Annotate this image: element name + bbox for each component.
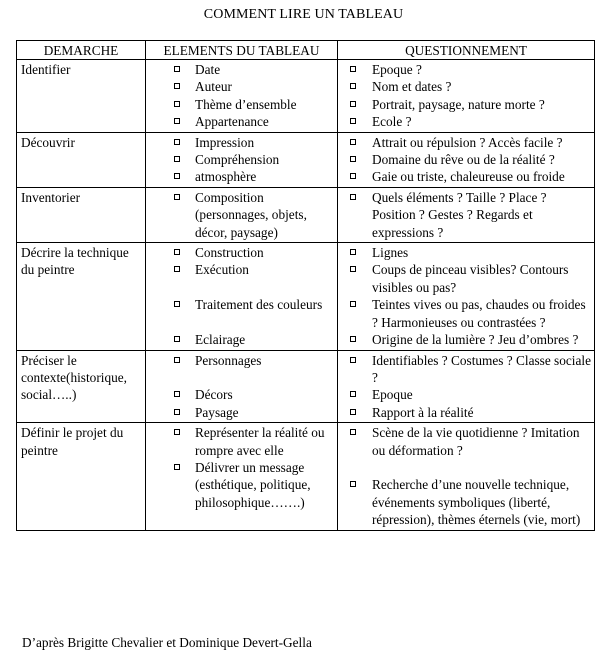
questions-cell: [338, 60, 595, 133]
checkbox-bullet-icon: [174, 66, 180, 72]
checkbox-bullet-icon: [174, 194, 180, 200]
checkbox-bullet-icon: [350, 336, 356, 342]
list-item: Coups de pinceau visibles? Contours visibles ou pas?: [338, 261, 592, 296]
checkbox-bullet-icon: [350, 139, 356, 145]
checkbox-bullet-icon: [174, 156, 180, 162]
list-item: Appartenance: [146, 113, 335, 130]
table-row: [17, 132, 595, 187]
table-row: [17, 350, 595, 423]
elements-cell: [146, 423, 338, 530]
checkbox-bullet-icon: [350, 301, 356, 307]
list-item: Délivrer un message (esthétique, politique, philosophique…….): [146, 459, 335, 511]
checkbox-bullet-icon: [350, 173, 356, 179]
checkbox-bullet-icon: [174, 118, 180, 124]
header-demarche: DEMARCHE: [17, 41, 146, 60]
list-item: Traitement des couleurs: [146, 296, 335, 313]
checkbox-bullet-icon: [174, 429, 180, 435]
checkbox-bullet-icon: [174, 83, 180, 89]
table-row: [17, 243, 595, 350]
checkbox-bullet-icon: [174, 464, 180, 470]
list-item: Teintes vives ou pas, chaudes ou froides ? Harmonieuses ou contrastées ?: [338, 296, 592, 331]
questions-cell: [338, 350, 595, 423]
list-item: Thème d’ensemble: [146, 96, 335, 113]
list-item: Nom et dates ?: [338, 78, 592, 95]
list-item: Recherche d’une nouvelle technique, événements symboliques (liberté, répression), thèmes éternels (vie, mort): [338, 476, 592, 528]
header-elements: ELEMENTS DU TABLEAU: [146, 41, 338, 60]
elements-cell: [146, 187, 338, 242]
source-credit: D’après Brigitte Chevalier et Dominique Devert-Gella: [22, 635, 312, 650]
list-item: Auteur: [146, 78, 335, 95]
list-item: Ecole ?: [338, 113, 592, 130]
header-questionnement: QUESTIONNEMENT: [338, 41, 595, 60]
checkbox-bullet-icon: [350, 83, 356, 89]
checkbox-bullet-icon: [350, 156, 356, 162]
document-title: COMMENT LIRE UN TABLEAU: [203, 7, 404, 22]
checkbox-bullet-icon: [174, 173, 180, 179]
list-item: Portrait, paysage, nature morte ?: [338, 96, 592, 113]
checkbox-bullet-icon: [174, 139, 180, 145]
list-item: Domaine du rêve ou de la réalité ?: [338, 151, 592, 168]
list-item: Exécution: [146, 261, 335, 278]
list-item: Quels éléments ? Taille ? Place ? Position ? Gestes ? Regards et expressions ?: [338, 189, 592, 241]
list-item: Eclairage: [146, 331, 335, 348]
list-item: Décors: [146, 386, 335, 403]
demarche-cell: Décrire la technique du peintre: [17, 243, 146, 350]
list-item: Lignes: [338, 244, 592, 261]
list-item: Personnages: [146, 352, 335, 369]
list-item: Rapport à la réalité: [338, 404, 592, 421]
header-row: [17, 41, 595, 60]
checkbox-bullet-icon: [350, 66, 356, 72]
list-item: atmosphère: [146, 168, 335, 185]
checkbox-bullet-icon: [174, 357, 180, 363]
checkbox-bullet-icon: [174, 301, 180, 307]
checkbox-bullet-icon: [350, 266, 356, 272]
list-item: Identifiables ? Costumes ? Classe sociale ?: [338, 352, 592, 387]
checkbox-bullet-icon: [350, 101, 356, 107]
list-item: Représenter la réalité ou rompre avec elle: [146, 424, 335, 459]
checkbox-bullet-icon: [174, 101, 180, 107]
list-item: Origine de la lumière ? Jeu d’ombres ?: [338, 331, 592, 348]
demarche-cell: Découvrir: [17, 132, 146, 187]
list-item: Paysage: [146, 404, 335, 421]
reading-guide-table: [16, 40, 595, 531]
questions-cell: [338, 423, 595, 530]
elements-cell: [146, 60, 338, 133]
checkbox-bullet-icon: [350, 429, 356, 435]
elements-cell: [146, 243, 338, 350]
checkbox-bullet-icon: [350, 194, 356, 200]
list-item: Date: [146, 61, 335, 78]
elements-cell: [146, 350, 338, 423]
list-item: Compréhension: [146, 151, 335, 168]
list-item: Impression: [146, 134, 335, 151]
checkbox-bullet-icon: [174, 391, 180, 397]
checkbox-bullet-icon: [350, 357, 356, 363]
demarche-cell: Inventorier: [17, 187, 146, 242]
elements-cell: [146, 132, 338, 187]
demarche-cell: Définir le projet du peintre: [17, 423, 146, 530]
table-row: [17, 187, 595, 242]
checkbox-bullet-icon: [174, 336, 180, 342]
checkbox-bullet-icon: [350, 409, 356, 415]
questions-cell: [338, 187, 595, 242]
list-item: Construction: [146, 244, 335, 261]
questions-cell: [338, 132, 595, 187]
list-item: Gaie ou triste, chaleureuse ou froide: [338, 168, 592, 185]
checkbox-bullet-icon: [174, 409, 180, 415]
checkbox-bullet-icon: [174, 266, 180, 272]
list-item: Epoque: [338, 386, 592, 403]
table-row: [17, 423, 595, 530]
checkbox-bullet-icon: [350, 249, 356, 255]
checkbox-bullet-icon: [350, 481, 356, 487]
checkbox-bullet-icon: [350, 118, 356, 124]
list-item: Composition (personnages, objets, décor, paysage): [146, 189, 335, 241]
checkbox-bullet-icon: [174, 249, 180, 255]
questions-cell: [338, 243, 595, 350]
checkbox-bullet-icon: [350, 391, 356, 397]
demarche-cell: Identifier: [17, 60, 146, 133]
list-item: Scène de la vie quotidienne ? Imitation ou déformation ?: [338, 424, 592, 459]
list-item: Attrait ou répulsion ? Accès facile ?: [338, 134, 592, 151]
demarche-cell: Préciser le contexte(historique, social…..): [17, 350, 146, 423]
table-row: [17, 60, 595, 133]
list-item: Epoque ?: [338, 61, 592, 78]
